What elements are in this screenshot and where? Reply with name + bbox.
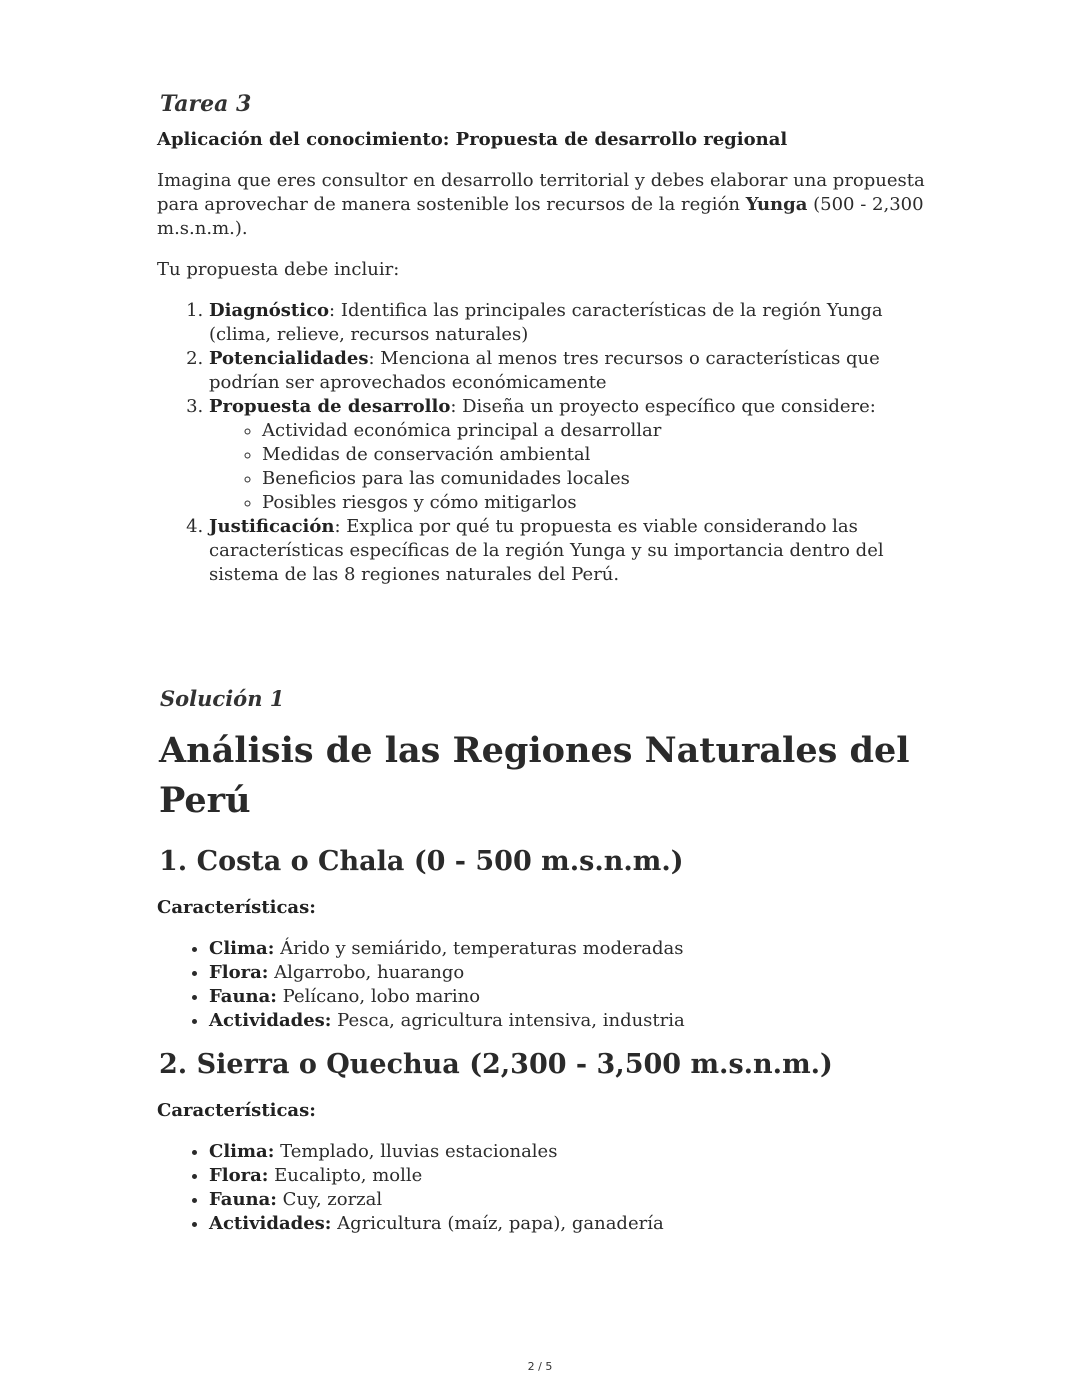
list-item: • Fauna: Cuy, zorzal: [209, 1188, 930, 1212]
section-heading: 1. Costa o Chala (0 - 500 m.s.n.m.): [159, 846, 684, 877]
sub-list-item: ◦ Actividad económica principal a desarrollar: [262, 419, 930, 443]
list-item: 4. Justificación: Explica por qué tu propuesta es viable considerando las características específicas de la región Yunga y su importancia dentro del sistema de las 8 regiones naturales del Perú.: [209, 515, 930, 587]
section-heading: 2. Sierra o Quechua (2,300 - 3,500 m.s.n.m.): [159, 1049, 833, 1080]
sub-list-item: ◦ Beneficios para las comunidades locales: [262, 467, 930, 491]
list-item: 2. Potencialidades: Menciona al menos tres recursos o características que podrían ser aprovechados económicamente: [209, 347, 930, 395]
list-item: • Clima: Árido y semiárido, temperaturas moderadas: [209, 937, 930, 961]
page-number: 2 / 5: [527, 1360, 553, 1373]
list-item: 1. Diagnóstico: Identifica las principales características de la región Yunga (clima, relieve, recursos naturales): [209, 299, 930, 347]
page-title: Análisis de las Regiones Naturales del Perú: [159, 730, 910, 821]
list-item: • Flora: Algarrobo, huarango: [209, 961, 930, 985]
list-item: • Flora: Eucalipto, molle: [209, 1164, 930, 1188]
list-item: • Clima: Templado, lluvias estacionales: [209, 1140, 930, 1164]
task-label: Tarea 3: [160, 91, 252, 117]
features-label: Características:: [157, 1100, 316, 1121]
list-item: • Actividades: Pesca, agricultura intensiva, industria: [209, 1009, 930, 1033]
task-heading: Aplicación del conocimiento: Propuesta de desarrollo regional: [157, 129, 788, 150]
list-item: • Fauna: Pelícano, lobo marino: [209, 985, 930, 1009]
task-lead: Tu propuesta debe incluir:: [157, 259, 400, 280]
task-intro: Imagina que eres consultor en desarrollo territorial y debes elaborar una propuesta para aprovechar de manera sostenible los recursos de la región Yunga (500 - 2,300 m.s.n.m.).: [157, 170, 925, 239]
features-list: [157, 937, 930, 1033]
task-steps-list: [157, 299, 930, 587]
features-label: Características:: [157, 897, 316, 918]
sub-list: [209, 419, 930, 515]
solution-label: Solución 1: [160, 686, 285, 711]
sub-list-item: ◦ Posibles riesgos y cómo mitigarlos: [262, 491, 930, 515]
list-item: • Actividades: Agricultura (maíz, papa), ganadería: [209, 1212, 930, 1236]
sub-list-item: ◦ Medidas de conservación ambiental: [262, 443, 930, 467]
features-list: [157, 1140, 930, 1236]
list-item: 3. Propuesta de desarrollo: Diseña un proyecto específico que considere: ◦ Actividad económica principal a desarrollar ◦ Medidas de conservación ambiental ◦ Beneficios para las comunidades locales ◦ Posibles riesgos y cómo mitigarlos: [209, 395, 930, 515]
